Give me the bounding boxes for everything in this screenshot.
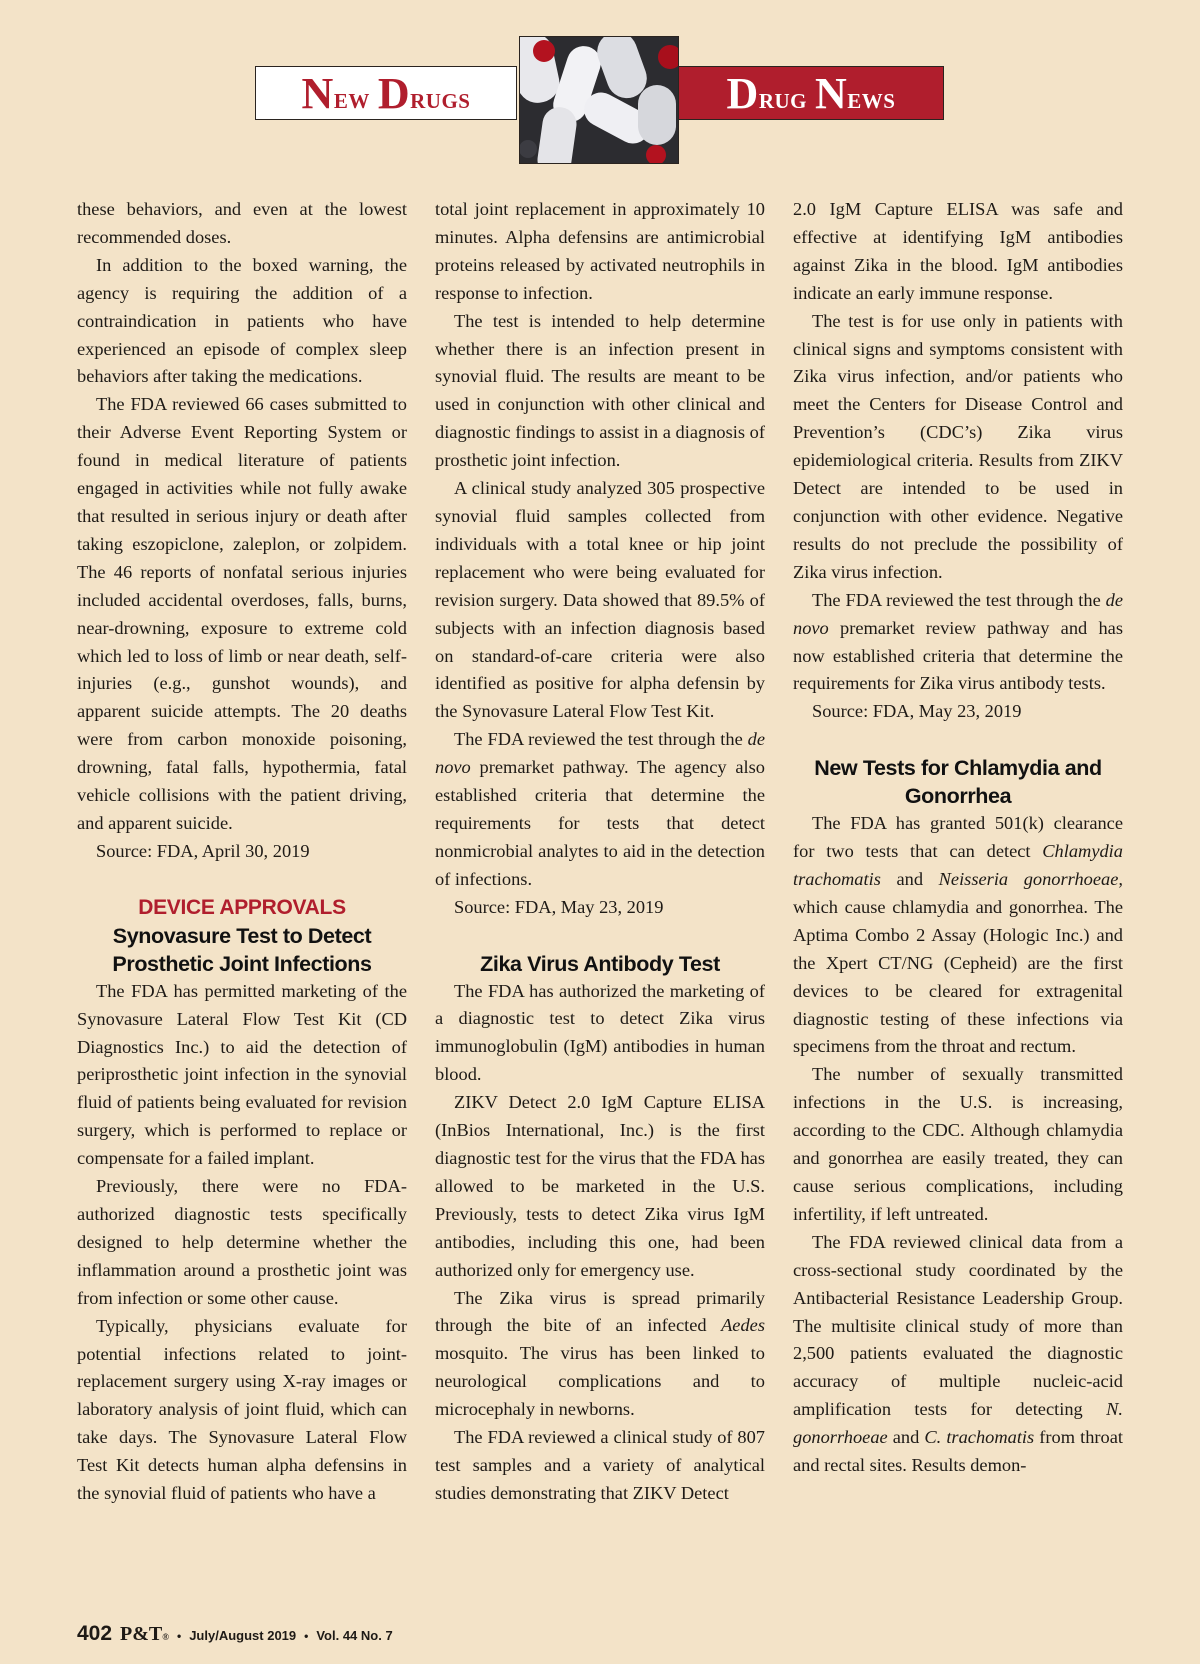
column-2 <box>435 196 765 1508</box>
paragraph: The FDA reviewed a clinical study of 807 test samples and a variety of analytical studies demonstrating that ZIKV Detect <box>435 1427 765 1503</box>
source-line: Source: FDA, May 23, 2019 <box>454 896 664 917</box>
page-number: 402 <box>77 1622 113 1645</box>
paragraph: A clinical study analyzed 305 prospective synovial fluid samples collected from individuals with a total knee or hip joint replacement who were being evaluated for revision surgery. Data showed that 89.5% of subjects with an infection diagnosis based on standard-of-care criteria were also identified as positive for alpha defensin by the Synovasure Lateral Flow Test Kit. <box>435 478 765 722</box>
paragraph: Previously, there were no FDA-authorized diagnostic tests specifically designed to help determine whether the inflammation around a prosthetic joint was from infection or some other cause. <box>77 1176 407 1308</box>
paragraph: total joint replacement in approximately 10 minutes. Alpha defensins are antimicrobial proteins released by activated neutrophils in response to infection. <box>435 199 765 303</box>
separator: • <box>304 1629 309 1643</box>
article-heading: New Tests for Chlamydia and Gonorrhea <box>814 756 1102 809</box>
article-heading: Synovasure Test to Detect Prosthetic Joint Infections <box>112 923 372 976</box>
paragraph: ZIKV Detect 2.0 IgM Capture ELISA (InBios International, Inc.) is the first diagnostic test for the virus that the FDA has allowed to be marketed in the U.S. Previously, tests to detect Zika virus IgM antibodies, including this one, had been authorized only for emergency use. <box>435 1092 765 1280</box>
paragraph: The test is intended to help determine whether there is an infection present in synovial fluid. The results are meant to be used in conjunction with other clinical and diagnostic findings to assist in a diagnosis of prosthetic joint infection. <box>435 310 765 471</box>
volume-number: Vol. 44 No. 7 <box>316 1628 393 1643</box>
source-line: Source: FDA, May 23, 2019 <box>812 701 1022 722</box>
drug-news-label-box <box>678 66 944 120</box>
new-drugs-title: New Drugs <box>301 68 471 118</box>
article-heading: Zika Virus Antibody Test <box>480 951 720 976</box>
department-banner <box>0 0 1200 180</box>
section-kicker: DEVICE APPROVALS <box>138 895 346 919</box>
page-footer <box>77 1622 393 1652</box>
pills-photo <box>519 36 679 164</box>
paragraph: In addition to the boxed warning, the agency is requiring the addition of a contraindication in patients who have experienced an episode of complex sleep behaviors after taking the medications. <box>77 254 407 387</box>
paragraph: The test is for use only in patients with clinical signs and symptoms consistent with Zika virus infection, and/or patients who meet the Centers for Disease Control and Prevention’s (CDC’s) Zika virus epidemiological criteria. Results from ZIKV Detect are intended to be used in conjunction with other evidence. Negative results do not preclude the possibility of Zika virus infection. <box>793 310 1123 582</box>
paragraph: The FDA reviewed the test through the de novo premarket review pathway and has now established criteria that determine the requirements for Zika virus antibody tests. <box>793 589 1123 694</box>
paragraph: The FDA reviewed the test through the de novo premarket pathway. The agency also established criteria that determine the requirements for tests that detect nonmicrobial analytes to aid in the detection of infections. <box>435 729 765 889</box>
paragraph: The FDA has authorized the marketing of a diagnostic test to detect Zika virus immunoglobulin (IgM) antibodies in human blood. <box>435 980 765 1085</box>
paragraph: Typically, physicians evaluate for potential infections related to joint-replacement surgery using X-ray images or laboratory analysis of joint fluid, which can take days. The Synovasure Lateral Flow Test Kit detects human alpha defensins in the synovial fluid of patients who have a <box>77 1315 407 1504</box>
journal-name: P&T® <box>120 1623 169 1645</box>
new-drugs-label-box <box>255 66 517 120</box>
column-1 <box>77 196 407 1508</box>
paragraph: The FDA reviewed clinical data from a cross-sectional study coordinated by the Antibacterial Resistance Leadership Group. The multisite clinical study of more than 2,500 patients evaluated the diagnostic accuracy of multiple nucleic-acid amplification tests for detecting N. gonorrhoeae and C. trachomatis from throat and rectal sites. Results demon- <box>793 1231 1123 1476</box>
paragraph: The Zika virus is spread primarily through the bite of an infected Aedes mosquito. The virus has been linked to neurological complications and to microcephaly in newborns. <box>435 1287 765 1420</box>
paragraph: these behaviors, and even at the lowest recommended doses. <box>77 199 407 247</box>
column-3 <box>793 196 1123 1480</box>
source-line: Source: FDA, April 30, 2019 <box>96 840 310 861</box>
drug-news-title: Drug News <box>726 68 896 118</box>
paragraph: The FDA has permitted marketing of the Synovasure Lateral Flow Test Kit (CD Diagnostics Inc.) to aid the detection of periprosthetic joint infection in the synovial fluid of patients being evaluated for revision surgery, which is performed to replace or compensate for a failed implant. <box>77 980 407 1169</box>
paragraph: The FDA has granted 501(k) clearance for two tests that can detect Chlamydia trachomatis and Neisseria gonorrhoeae, which cause chlamydia and gonorrhea. The Aptima Combo 2 Assay (Hologic Inc.) and the Xpert CT/NG (Cepheid) are the first devices to be cleared for extragenital diagnostic testing of these infections via specimens from the throat and rectum. <box>793 813 1123 1057</box>
paragraph: The FDA reviewed 66 cases submitted to their Adverse Event Reporting System or found in medical literature of patients engaged in activities while not fully awake that resulted in serious injury or death after taking eszopiclone, zaleplon, or zolpidem. The 46 reports of nonfatal serious injuries included accidental overdoses, falls, burns, near-drowning, exposure to extreme cold which led to loss of limb or near death, self-injuries (e.g., gunshot wounds), and apparent suicide attempts. The 20 deaths were from carbon monoxide poisoning, drowning, fatal falls, hypothermia, fatal vehicle collisions with the patient driving, and apparent suicide. <box>77 394 407 833</box>
separator: • <box>177 1629 182 1643</box>
paragraph: 2.0 IgM Capture ELISA was safe and effective at identifying IgM antibodies against Zika in the blood. IgM antibodies indicate an early immune response. <box>793 199 1123 303</box>
issue-date: July/August 2019 <box>189 1628 297 1643</box>
paragraph: The number of sexually transmitted infections in the U.S. is increasing, according to the CDC. Although chlamydia and gonorrhea are easily treated, they can cause serious complications, including infertility, if left untreated. <box>793 1064 1123 1224</box>
